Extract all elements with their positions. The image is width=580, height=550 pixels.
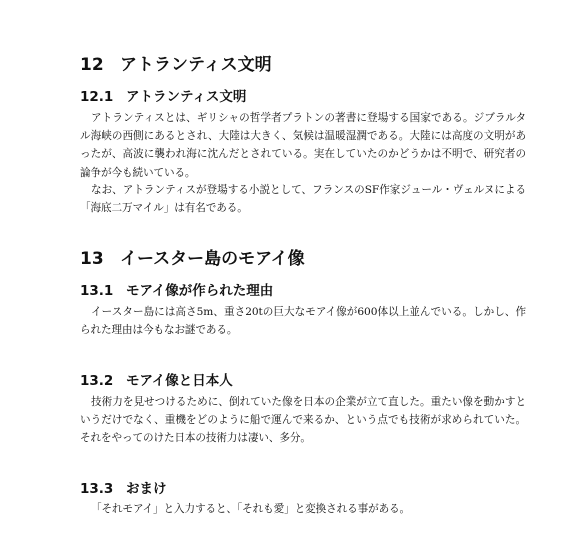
subsection-number: 12.1 [80, 89, 114, 105]
section-13-heading [80, 244, 305, 269]
subsection-title: アトランティス文明 [126, 89, 247, 105]
subsection-number: 13.1 [80, 283, 114, 299]
subsection-number: 13.2 [80, 373, 114, 389]
subsection-13-2-heading [80, 369, 233, 389]
section-title: イースター島のモアイ像 [120, 249, 305, 269]
subsection-number: 13.3 [80, 481, 114, 497]
subsection-title: モアイ像が作られた理由 [126, 283, 274, 299]
subsection-title: おまけ [126, 481, 167, 497]
section-number: 12 [80, 55, 104, 75]
section-12-heading [80, 50, 272, 75]
section-number: 13 [80, 249, 104, 269]
subsection-12-1-heading [80, 85, 246, 105]
subsection-title: モアイ像と日本人 [126, 373, 233, 389]
paragraph: なお、アトランティスが登場する小説として、フランスのSF作家ジュール・ヴェルヌによる「海底二万マイル」は有名である。 [80, 184, 526, 215]
paragraph: 技術力を見せつけるために、倒れていた像を日本の企業が立て直した。重たい像を動かすというだけでなく、重機をどのように船で運んで来るか、という点でも技術が求められていた。それをやってのけた日本の技術力は凄い、多分。 [80, 396, 526, 445]
paragraph: 「それモアイ」と入力すると、「それも愛」と変換される事がある。 [91, 503, 411, 515]
paragraph: イースター島には高さ5m、重さ20tの巨大なモアイ像が600体以上並んでいる。しかし、作られた理由は今もなお謎である。 [80, 306, 526, 337]
subsection-13-3-heading [80, 477, 167, 497]
section-title: アトランティス文明 [120, 55, 272, 75]
subsection-13-1-heading [80, 279, 273, 299]
paragraph: アトランティスとは、ギリシャの哲学者プラトンの著書に登場する国家である。ジブラルタル海峡の西側にあるとされ、大陸は大きく、気候は温暖湿潤である。大陸には高度の文明があったが、高波に襲われ海に沈んだとされている。実在していたのかどうかは不明で、研究者の論争が今も続いている。 [80, 112, 526, 179]
